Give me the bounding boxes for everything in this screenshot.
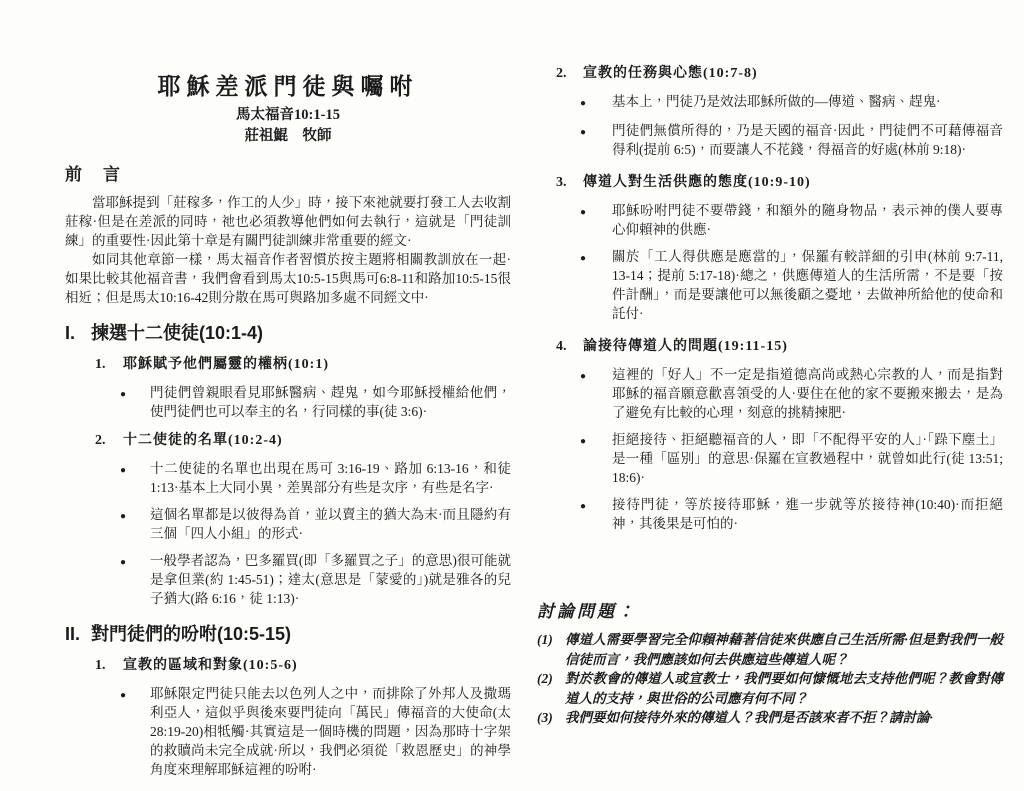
item-number: 2. bbox=[556, 66, 567, 81]
preface-paragraph: 如同其他章節一樣，馬太福音作者習慣於按主題將相關教訓放在一起·如果比較其他福音書，我們會看到馬太10:5-15與馬可6:8-11和路加10:5-15很相近；但是馬太10:16-42則分散在馬可與路加多處不同經文中· bbox=[65, 252, 511, 305]
bullet-icon bbox=[120, 684, 150, 779]
section-one bbox=[65, 321, 511, 608]
bullet-text: 接待門徒，等於接待耶穌，進一步就等於接待神(10:40)·而拒絕神，其後果是可怕的· bbox=[612, 497, 1003, 531]
outline-item bbox=[65, 355, 511, 421]
item-title: 論接待傳道人的問題(19:11-15) bbox=[583, 339, 788, 354]
bullet-item bbox=[537, 247, 1003, 323]
outline-item-heading bbox=[537, 173, 1003, 193]
discussion-question bbox=[537, 630, 1003, 669]
bullet-item bbox=[537, 495, 1003, 533]
section-one-heading bbox=[65, 321, 511, 345]
bullet-text: 門徒們曾親眼看見耶穌醫病、趕鬼，如今耶穌授權給他們，使門徒們也可以奉主的名，行同樣的事(徒 3:6)· bbox=[150, 385, 511, 419]
outline-item-heading bbox=[65, 656, 511, 676]
bullet-icon bbox=[580, 92, 612, 113]
discussion-question bbox=[537, 669, 1003, 708]
bullet-item bbox=[537, 365, 1003, 422]
discussion-question bbox=[537, 708, 1003, 728]
item-title: 宣教的任務與心態(10:7-8) bbox=[583, 66, 758, 81]
bullet-item bbox=[65, 505, 511, 543]
bullet-text: 這個名單都是以彼得為首，並以賣主的猶大為末·而且隱約有三個「四人小組」的形式· bbox=[150, 507, 511, 541]
section-numeral: II. bbox=[65, 624, 81, 644]
bullet-item bbox=[65, 684, 511, 779]
bullet-icon bbox=[580, 430, 612, 487]
outline-item bbox=[537, 337, 1003, 533]
item-number: 4. bbox=[556, 339, 567, 354]
bullet-item bbox=[537, 430, 1003, 487]
item-number: 2. bbox=[95, 433, 106, 448]
item-number: 3. bbox=[556, 175, 567, 190]
section-title: 揀選十二使徒(10:1-4) bbox=[91, 323, 264, 343]
outline-item-heading bbox=[537, 64, 1003, 84]
question-text: 對於教會的傳道人或宣教士，我們要如何慷慨地去支持他們呢？教會對傳道人的支持，與世俗的公司應有何不同？ bbox=[565, 671, 1003, 706]
question-text: 傳道人需要學習完全仰賴神藉著信徒來供應自己生活所需·但是對我們一般信徒而言，我們應該如何去供應這些傳道人呢？ bbox=[565, 632, 1003, 667]
item-number: 1. bbox=[95, 357, 106, 372]
bullet-item bbox=[537, 201, 1003, 239]
bullet-text: 十二使徒的名單也出現在馬可 3:16-19、路加 6:13-16，和徒 1:13·基本上大同小異，差異部分有些是次序，有些是名字· bbox=[150, 461, 511, 495]
discussion-section bbox=[537, 597, 1003, 728]
preface-heading: 前 言 bbox=[65, 165, 122, 184]
question-number: (2) bbox=[537, 671, 553, 686]
bullet-icon bbox=[580, 495, 612, 533]
bullet-item bbox=[537, 121, 1003, 159]
outline-item bbox=[537, 64, 1003, 159]
bullet-icon bbox=[120, 551, 150, 608]
bullet-item bbox=[65, 383, 511, 421]
author-name: 莊祖鯤 牧師 bbox=[244, 128, 332, 144]
bullet-icon bbox=[580, 365, 612, 422]
bullet-item bbox=[65, 551, 511, 608]
bullet-icon bbox=[580, 121, 612, 159]
question-text: 我們要如何接待外來的傳道人？我們是否該來者不拒？請討論· bbox=[565, 710, 933, 725]
bullet-item bbox=[537, 92, 1003, 113]
bullet-icon bbox=[120, 505, 150, 543]
section-title: 對門徒們的吩咐(10:5-15) bbox=[91, 624, 292, 644]
outline-item-heading bbox=[537, 337, 1003, 357]
item-title: 傳道人對生活供應的態度(10:9-10) bbox=[583, 175, 811, 190]
outline-item bbox=[537, 173, 1003, 323]
question-number: (3) bbox=[537, 710, 553, 725]
left-column bbox=[65, 72, 511, 779]
bullet-icon bbox=[120, 383, 150, 421]
right-column bbox=[537, 64, 1003, 728]
bullet-item bbox=[65, 459, 511, 497]
bullet-icon bbox=[580, 247, 612, 323]
section-two-heading bbox=[65, 622, 511, 646]
bullet-text: 基本上，門徒乃是效法耶穌所做的—傳道、醫病、趕鬼· bbox=[612, 94, 941, 109]
outline-item-heading bbox=[65, 355, 511, 375]
document-header bbox=[65, 72, 511, 147]
bullet-text: 門徒們無償所得的，乃是天國的福音·因此，門徒們不可藉傳福音得利(提前 6:5)，而要讓人不花錢，得福音的好處(林前 9:18)· bbox=[612, 123, 1003, 157]
scripture-reference: 馬太福音10:1-15 bbox=[236, 107, 340, 123]
bullet-text: 這裡的「好人」不一定是指道德高尚或熱心宗教的人，而是指對耶穌的福音願意歡喜領受的人·要住在他的家不要搬來搬去，是為了避免有比較的心理，刻意的挑精揀肥· bbox=[612, 367, 1003, 420]
bullet-text: 拒絕接待、拒絕聽福音的人，即「不配得平安的人」·「跺下塵土」是一種「區別」的意思·保羅在宣教過程中，就曾如此行(徒 13:51; 18:6)· bbox=[612, 432, 1003, 485]
bullet-icon bbox=[580, 201, 612, 239]
item-title: 耶穌賦予他們屬靈的權柄(10:1) bbox=[123, 357, 329, 372]
section-two bbox=[65, 622, 511, 779]
bullet-text: 耶穌限定門徒只能去以色列人之中，而排除了外邦人及撒瑪利亞人，這似乎與後來要門徒向「萬民」傳福音的大使命(太 28:19-20)相牴觸·其實這是一個時機的問題，因為那時十字架的救贖尚未完全成就·所以，我們必須從「救恩歷史」的神學角度來理解耶穌這裡的吩咐· bbox=[150, 686, 511, 777]
item-number: 1. bbox=[95, 658, 106, 673]
item-title: 十二使徒的名單(10:2-4) bbox=[123, 433, 283, 448]
discussion-heading: 討論問題： bbox=[537, 602, 637, 621]
bullet-text: 關於「工人得供應是應當的」，保羅有較詳細的引申(林前 9:7-11, 13-14；提前 5:17-18)·總之，供應傳道人的生活所需，不是要「按件計酬」，而是要讓他可以無後顧之憂地，去做神所給他的使命和託付· bbox=[612, 249, 1003, 321]
document-title: 耶穌差派門徒與囑咐 bbox=[157, 74, 419, 99]
bullet-text: 耶穌吩咐門徒不要帶錢，和額外的隨身物品，表示神的僕人要專心仰賴神的供應· bbox=[612, 203, 1003, 237]
outline-item bbox=[65, 656, 511, 779]
section-numeral: I. bbox=[65, 323, 76, 343]
outline-item-heading bbox=[65, 431, 511, 451]
outline-item bbox=[65, 431, 511, 608]
preface-paragraph: 當耶穌提到「莊稼多，作工的人少」時，接下來祂就要打發工人去收割莊稼·但是在差派的同時，祂也必須教導他們如何去執行，這就是「門徒訓練」的重要性·因此第十章是有關門徒訓練非常重要的經文· bbox=[65, 195, 511, 248]
bullet-icon bbox=[120, 459, 150, 497]
question-number: (1) bbox=[537, 632, 553, 647]
bullet-text: 一般學者認為，巴多羅買(即「多羅買之子」的意思)很可能就是拿但業(約 1:45-51)；達太(意思是「蒙愛的」)就是雅各的兒子猶大(路 6:16，徒 1:13)· bbox=[150, 553, 511, 606]
item-title: 宣教的區域和對象(10:5-6) bbox=[123, 658, 298, 673]
